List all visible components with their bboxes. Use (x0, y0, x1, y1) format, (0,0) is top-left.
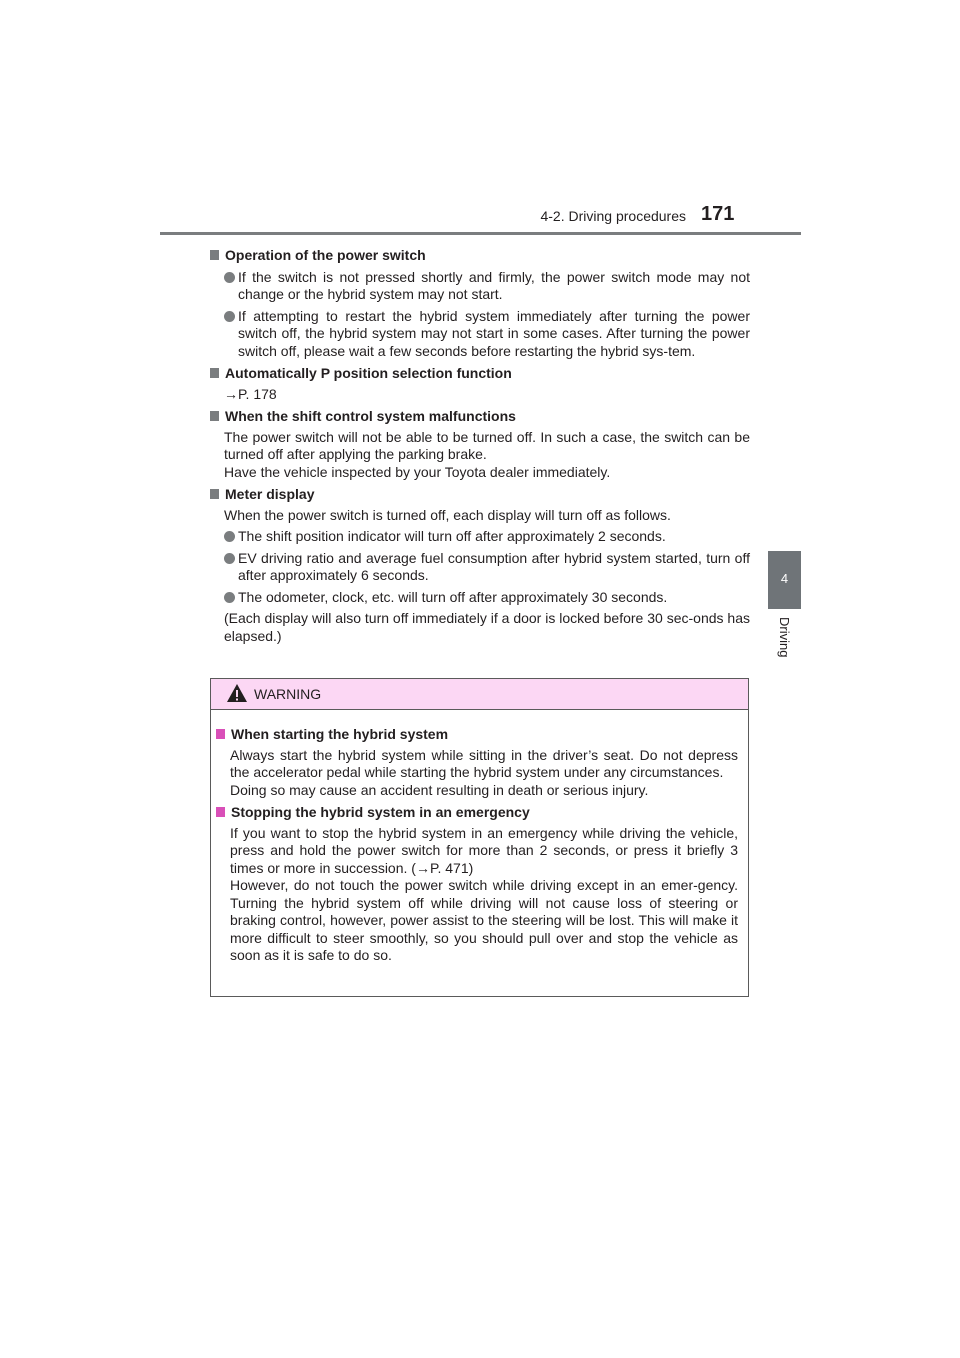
page-number: 171 (701, 203, 735, 225)
body-text: However, do not touch the power switch while driving except in an emer-gency. Turning the hybrid system off while driving will not cause loss of steering or braking control, however, power assist to the steering will be lost. This will make it more difficult to steer smoothly, so you should pull over and stop the vehicle as soon as it is safe to do so. (230, 877, 738, 963)
round-bullet-icon (224, 553, 235, 564)
list-item: If the switch is not pressed shortly and firmly, the power switch mode may not change or the hybrid system may not start. (210, 269, 750, 304)
warning-body (211, 710, 748, 965)
list-item: The odometer, clock, etc. will turn off after approximately 30 seconds. (210, 589, 750, 607)
chapter-label: Driving (777, 617, 792, 658)
section-title: 4-2. Driving procedures (540, 208, 686, 224)
section-power-switch (210, 247, 750, 360)
list-item: If attempting to restart the hybrid system immediately after turning the power switch off, the hybrid system may not start in some cases. After turning the power switch off, please wait a few seconds before restarting the hybrid sys-tem. (210, 308, 750, 361)
warning-section-emergency (216, 804, 738, 965)
section-shift-malfunction (210, 408, 750, 481)
section-heading: When starting the hybrid system (216, 726, 738, 744)
body-text: Doing so may cause an accident resulting in death or serious injury. (230, 781, 649, 798)
section-auto-p (210, 365, 750, 403)
warning-section-starting (216, 726, 738, 799)
body-text: If you want to stop the hybrid system in an emergency while driving the vehicle, press and hold the power switch for more than 2 seconds, or press it briefly 3 times or more in succession. (→P. 471) (230, 824, 738, 876)
section-heading: Meter display (210, 486, 750, 504)
square-bullet-icon (210, 250, 219, 260)
round-bullet-icon (224, 531, 235, 542)
round-bullet-icon (224, 592, 235, 603)
header-rule (160, 232, 801, 235)
section-heading: Automatically P position selection function (210, 365, 750, 383)
list-item: The shift position indicator will turn off after approximately 2 seconds. (210, 528, 750, 546)
body-text: Always start the hybrid system while sitting in the driver’s seat. Do not depress the accelerator pedal while starting the hybrid system under any circumstances. (230, 746, 738, 780)
round-bullet-icon (224, 311, 235, 322)
body-text: Have the vehicle inspected by your Toyota dealer immediately. (224, 463, 611, 480)
square-bullet-icon (216, 729, 225, 739)
round-bullet-icon (224, 272, 235, 283)
warning-title: WARNING (254, 686, 322, 702)
body-text: The power switch will not be able to be turned off. In such a case, the switch can be turned off after applying the parking brake. (224, 428, 750, 462)
warning-box (210, 678, 749, 997)
square-bullet-icon (210, 411, 219, 421)
list-item: EV driving ratio and average fuel consumption after hybrid system started, turn off after approximately 6 seconds. (210, 550, 750, 585)
warning-triangle-icon (226, 683, 248, 708)
section-heading: Operation of the power switch (210, 247, 750, 265)
body-text: (Each display will also turn off immediately if a door is locked before 30 sec-onds has elapsed.) (224, 610, 750, 644)
square-bullet-icon (210, 489, 219, 499)
chapter-number: 4 (780, 571, 789, 586)
section-heading: When the shift control system malfunctions (210, 408, 750, 426)
warning-header (211, 679, 748, 710)
body-text: When the power switch is turned off, each display will turn off as follows. (224, 506, 671, 523)
section-heading: Stopping the hybrid system in an emergency (216, 804, 738, 822)
page-reference-link[interactable]: →P. 178 (224, 385, 277, 402)
square-bullet-icon (210, 368, 219, 378)
main-content (210, 243, 750, 650)
section-meter-display (210, 486, 750, 645)
square-bullet-icon (216, 807, 225, 817)
